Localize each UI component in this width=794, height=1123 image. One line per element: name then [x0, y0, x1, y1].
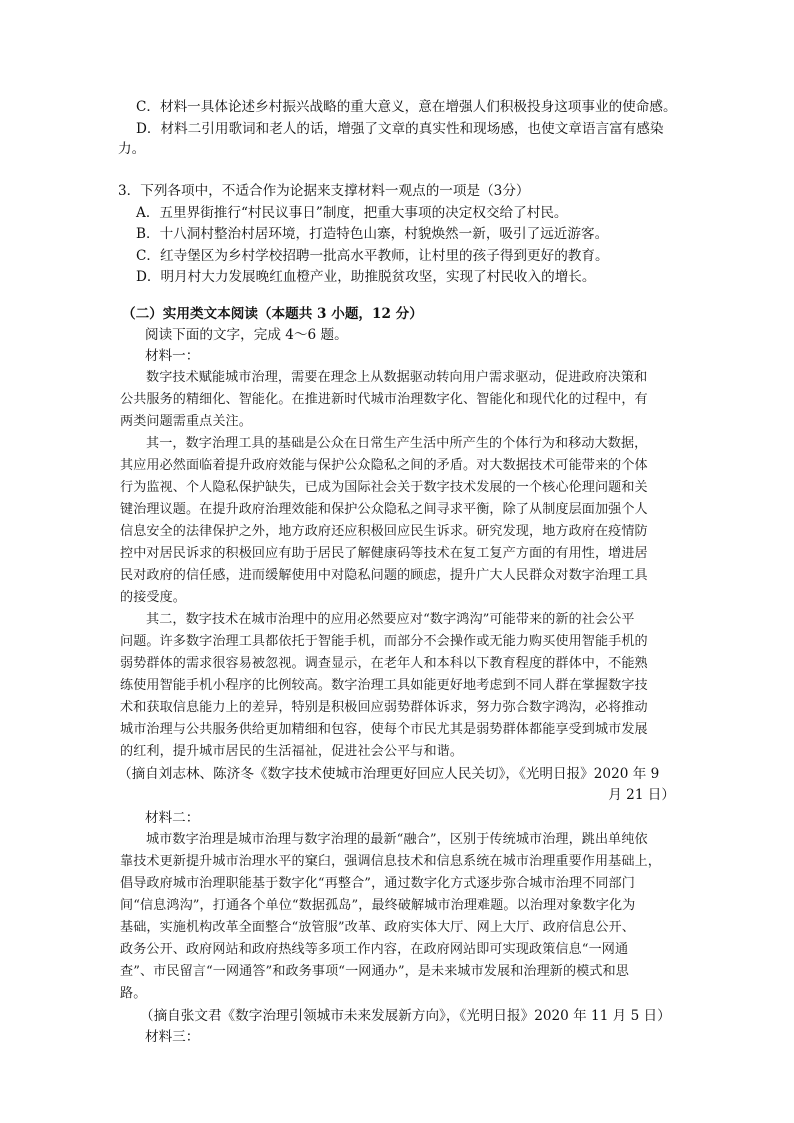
material1-source-line1: （摘自刘志林、陈济冬《数字技术使城市治理更好回应人民关切》，《光明日报》2020 年 9: [118, 766, 660, 782]
material2-line: 基础，实施机构改革全面整合“放管服”改革、政府实体大厅、网上大厅、政府信息公开、: [120, 920, 635, 935]
material1-line: 其一，数字治理工具的基础是公众在日常生产生活中所产生的个体行为和移动大数据，: [146, 436, 648, 451]
material2-source: （摘自张文君《数字治理引领城市未来发展新方向》，《光明日报》2020 年 11 月 5 日）: [140, 1008, 671, 1024]
material1-label: 材料一：: [145, 348, 200, 364]
material1-line: 信息安全的法律保护之外，地方政府还应积极回应民生诉求。研究发现，地方政府在疫情防: [120, 524, 648, 539]
q2-option-d-line2: 力。: [118, 141, 146, 157]
q3-option-b: B．十八洞村整治村居环境，打造特色山寨，村貌焕然一新，吸引了远近游客。: [136, 226, 609, 242]
material2-line: 政务公开、政府网站和政府热线等多项工作内容，在政府网站即可实现政策信息“一网通: [120, 942, 629, 957]
material2-line: 靠技术更新提升城市治理水平的窠臼，强调信息技术和信息系统在城市治理重要作用基础上，: [120, 854, 661, 869]
q2-option-d-line1: D．材料二引用歌词和老人的话，增强了文章的真实性和现场感，也使文章语言富有感染: [136, 121, 664, 137]
section-instruction: 阅读下面的文字，完成 4～6 题。: [145, 327, 348, 343]
material2-label: 材料二：: [145, 810, 200, 826]
material2-line: 查”、市民留言“一网通答”和政务事项“一网通办”，是未来城市发展和治理新的模式和思: [120, 964, 629, 979]
material1-line: 的接受度。: [120, 590, 186, 605]
material1-line: 其应用必然面临着提升政府效能与保护公众隐私之间的矛盾。对大数据技术可能带来的个体: [120, 458, 648, 473]
material2-line: 倡导政府城市治理职能基于数字化“再整合”，通过数字化方式逐步弥合城市治理不同部门: [120, 876, 635, 891]
material1-line: 民对政府的信任感，进而缓解使用中对隐私问题的顾虑，提升广大人民群众对数字治理工具: [120, 568, 648, 583]
material1-line: 城市治理与公共服务供给更加精细和包容，使每个市民尤其是弱势群体都能享受到城市发展: [120, 722, 648, 737]
material1-line: 弱势群体的需求很容易被忽视。调查显示，在老年人和本科以下教育程度的群体中，不能熟: [120, 656, 648, 671]
material2-line: 城市数字治理是城市治理与数字治理的最新“融合”，区别于传统城市治理，跳出单纯依: [146, 832, 648, 847]
material1-line: 数字技术赋能城市治理，需要在理念上从数据驱动转向用户需求驱动，促进政府决策和: [146, 370, 648, 385]
q3-option-c: C．红寺堡区为乡村学校招聘一批高水平教师，让村里的孩子得到更好的教育。: [136, 248, 609, 264]
material2-line: 路。: [120, 986, 147, 1001]
q2-option-c: C．材料一具体论述乡村振兴战略的重大意义，意在增强人们积极投身这项事业的使命感。: [136, 99, 677, 115]
material1-line: 公共服务的精细化、智能化。在推进新时代城市治理数字化、智能化和现代化的过程中，有: [120, 392, 648, 407]
q3-option-a: A．五里界街推行“村民议事日”制度，把重大事项的决定权交给了村民。: [136, 205, 568, 221]
material1-line: 术和获取信息能力上的差异，特别是积极回应弱势群体诉求，努力弥合数字鸿沟，必将推动: [120, 700, 648, 715]
material1-line: 两类问题需重点关注。: [120, 414, 252, 429]
material1-line: 问题。许多数字治理工具都依托于智能手机，而部分不会操作或无能力购买使用智能手机的: [120, 634, 648, 649]
material1-line: 控中对居民诉求的积极回应有助于居民了解健康码等技术在复工复产方面的有用性，增进居: [120, 546, 648, 561]
material2-line: 间“信息鸿沟”，打通各个单位“数据孤岛”，最终破解城市治理难题。以治理对象数字化为: [120, 898, 636, 913]
material1-line: 其二，数字技术在城市治理中的应用必然要应对“数字鸿沟”可能带来的新的社会公平: [146, 612, 635, 627]
material1-line: 练使用智能手机小程序的比例较高。数字治理工具如能更好地考虑到不同人群在掌握数字技: [120, 678, 648, 693]
q3-stem: 3．下列各项中，不适合作为论据来支撑材料一观点的一项是（3分）: [118, 183, 530, 199]
material1-source-line2: 月 21 日）: [608, 787, 675, 803]
material1-line: 行为监视、个人隐私保护缺失，已成为国际社会关于数字技术发展的一个核心伦理问题和关: [120, 480, 648, 495]
q3-option-d: D．明月村大力发展晚红血橙产业，助推脱贫攻坚，实现了村民收入的增长。: [136, 269, 596, 285]
material1-line: 键治理议题。在提升政府治理效能和保护公众隐私之间寻求平衡，除了从制度层面加强个人: [120, 502, 648, 517]
material3-label: 材料三：: [145, 1029, 200, 1045]
section-heading: （二）实用类文本阅读（本题共 3 小题，12 分）: [122, 306, 423, 322]
material1-line: 的红利，提升城市居民的生活福祉，促进社会公平与和谐。: [120, 744, 464, 759]
